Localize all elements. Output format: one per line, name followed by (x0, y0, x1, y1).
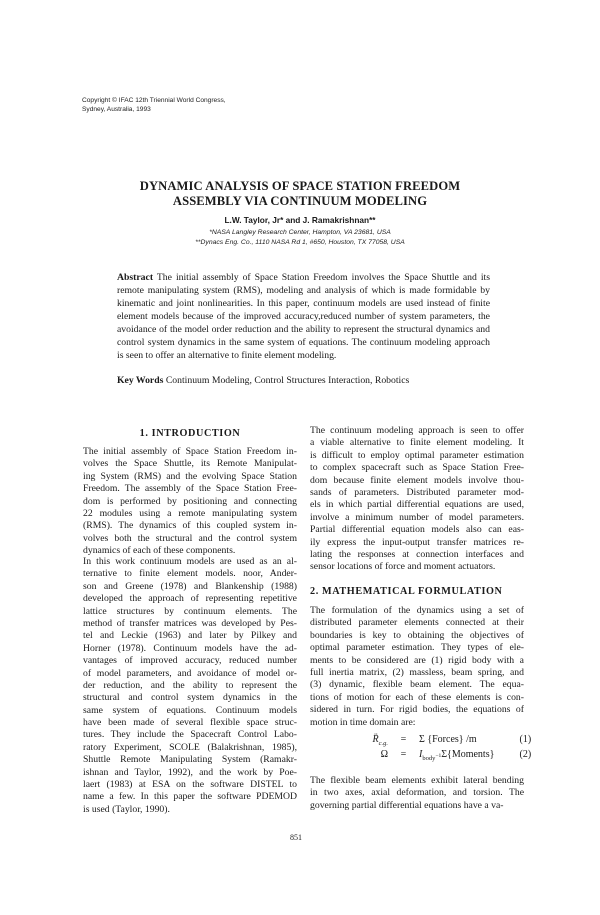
abstract-line (117, 297, 490, 310)
abstract-line-text: control system dynamics in the same system of equations. The continuum modeling approach (117, 337, 490, 348)
text-line: vantages of improved accuracy, reduced number (83, 655, 297, 667)
text-line: ishnan and Taylor, 1992), and the work by Poe- (83, 766, 297, 778)
text-line: optimal parameter estimation. They types of ele- (310, 642, 524, 654)
copyright-line: Copyright © IFAC 12th Triennial World Congress, (82, 97, 226, 104)
text-line: dom is performed by positioning and connecting (83, 495, 297, 507)
keywords-text: Continuum Modeling, Control Structures Interaction, Robotics (165, 375, 410, 386)
page-number: 851 (290, 833, 302, 842)
text-line: Freedom. The assembly of the Space Station Free- (83, 483, 297, 495)
text-line: dom because finite element models involve thou- (310, 474, 524, 486)
text-line: sands of parameters. Distributed parameter mod- (310, 486, 524, 498)
eq-lhs: R̈ (372, 734, 379, 745)
text-line: tions of motion for each of these elements is con- (310, 691, 524, 703)
text-line: method of transfer matrices was developed by Pes- (83, 617, 297, 629)
text-line: volves the Space Shuttle, its Remote Manipulat- (83, 458, 297, 470)
text-line: sidered in turn. For rigid bodies, the equations of (310, 704, 524, 716)
abstract-label: Abstract (117, 272, 154, 283)
text-line: of model parameters, and avoidance of model or- (83, 667, 297, 679)
text-line: ments to be considered are (1) rigid body with a (310, 654, 524, 666)
paper-title (0, 179, 600, 209)
text-line: The initial assembly of Space Station Freedom in- (83, 446, 297, 457)
eq-rhs-symbol: I (419, 749, 423, 760)
text-line: boundaries is key to obtaining the objectives of (310, 629, 524, 641)
text-line: els in which partial differential equations are used, (310, 499, 524, 511)
equation-1 (348, 734, 531, 747)
text-line: sensor locations of force and moment actuators. (310, 561, 496, 573)
text-line: to complex spacecraft such as Space Station Free- (310, 462, 524, 474)
text-line: Horner (1978). Continuum models have the ad- (83, 642, 297, 654)
text-line: same system of equations. Continuum models (83, 704, 297, 716)
text-line: have been made of several flexible space struc- (83, 717, 297, 729)
text-line: governing partial differential equations have a va- (310, 799, 504, 811)
text-line: son and Greene (1978) and Blankenship (1988) (83, 580, 297, 592)
eq-rhs: Σ{Moments} (441, 749, 495, 760)
abstract-line-text: avoidance of the model order reduction and the ability to represent the structural dynamics and (117, 324, 490, 335)
abstract-line (117, 323, 490, 336)
text-line: motion in time domain are: (310, 716, 416, 728)
text-line: laert (1983) at ESA on the software DISTEL to (83, 779, 297, 791)
text-line: tures. They include the Spacecraft Control Labo- (83, 729, 297, 741)
authors: L.W. Taylor, Jr* and J. Ramakrishnan** (224, 215, 376, 225)
text-line: der reduction, and the ability to represent the (83, 679, 297, 691)
abstract-line-text: is seen to offer an alternative to finite element modeling. (117, 350, 337, 361)
text-line: involve a minimum number of model parameters. (310, 511, 524, 523)
abstract-line-text: The initial assembly of Space Station Freedom involves the Space Shuttle and its (156, 272, 491, 283)
paragraph (310, 425, 524, 574)
text-line: The continuum modeling approach is seen to offer (310, 425, 524, 436)
copyright-notice (82, 97, 226, 114)
text-line: ing System (RMS) and the evolving Space Station (83, 470, 297, 482)
affiliation: **Dynacs Eng. Co., 1110 NASA Rd 1, #650, Houston, TX 77058, USA (195, 239, 405, 246)
text-line: The formulation of the dynamics using a set of (310, 605, 524, 616)
abstract-line (117, 349, 490, 362)
eq-rhs-sup: −1 (435, 752, 442, 759)
text-line: ratory Experiment, SCOLE (Balakrishnan, 1985), (83, 741, 297, 753)
text-line: (3) dynamic, flexible beam element. The equa- (310, 679, 524, 691)
eq-rel: = (400, 734, 407, 745)
paragraph (83, 556, 297, 816)
keywords-label: Key Words (117, 375, 164, 386)
section-heading: 2. MATHEMATICAL FORMULATION (310, 586, 503, 597)
eq-rhs-sub: body (422, 755, 436, 762)
equation-2 (348, 749, 531, 762)
text-line: name a few. In this paper the software PDEMOD (83, 791, 297, 803)
abstract-line-text: remote manipulating system (RMS), modeling and analysis of which is made formidable by (117, 285, 490, 296)
text-line: developed the approach of representing repetitive (83, 593, 297, 605)
text-line: full inertia matrix, (2) massless, beam spring, and (310, 666, 524, 678)
paragraph (310, 775, 524, 812)
eq-lhs-sub: c.g. (378, 740, 388, 747)
text-line: in two axes, axial deformation, and torsion. The (310, 787, 524, 799)
title-line: DYNAMIC ANALYSIS OF SPACE STATION FREEDOM (139, 179, 461, 193)
keywords (117, 375, 409, 386)
text-line: 22 modules using a remote manipulating system (83, 507, 297, 519)
abstract-line (117, 271, 490, 284)
affiliation: *NASA Langley Research Center, Hampton, VA 23681, USA (209, 229, 391, 236)
eq-rhs: Σ {Forces} /m (419, 734, 477, 745)
abstract-line (117, 336, 490, 349)
text-line: ternative to finite element models. noor, Ander- (83, 568, 297, 580)
text-line: The flexible beam elements exhibit lateral bending (310, 775, 524, 786)
text-line: a viable alternative to finite element modeling. It (310, 437, 524, 449)
copyright-line: Sydney, Australia, 1993 (82, 105, 151, 113)
text-line: distributed parameter elements connected at their (310, 617, 524, 629)
text-line: Partial differential equation models also can eas- (310, 524, 524, 536)
text-line: is used (Taylor, 1990). (83, 803, 170, 815)
text-line: lating the responses at connection interfaces and (310, 548, 524, 560)
text-line: is difficult to employ optimal parameter estimation (310, 449, 524, 461)
abstract-line-text: kinematic and joint nonlinearities. In this paper, continuum models are used instead of finite (117, 298, 490, 309)
paragraph (310, 605, 524, 729)
abstract-line (117, 284, 490, 297)
title-line: ASSEMBLY VIA CONTINUUM MODELING (172, 194, 428, 208)
text-line: tel and Leckie (1963) and later by Pilkey and (83, 630, 297, 642)
paragraph (83, 446, 297, 558)
section-heading: 1. INTRODUCTION (139, 428, 241, 439)
eq-rel: = (400, 749, 407, 760)
text-line: structural and control system dynamics in the (83, 692, 297, 704)
eq-lhs: Ω (380, 749, 388, 760)
text-line: ily express the input-output transfer matrices re- (310, 536, 524, 548)
abstract-line-text: element models because of the improved accuracy,reduced number of system parameters, the (117, 311, 490, 322)
abstract (117, 271, 490, 362)
abstract-line (117, 310, 490, 323)
eq-number: (2) (519, 749, 532, 760)
text-line: Shuttle Remote Manipulating System (Ramakr- (83, 754, 297, 766)
text-line: dynamics of each of these components. (83, 545, 236, 557)
text-line: In this work continuum models are used as an al- (83, 556, 297, 567)
text-line: (RMS). The dynamics of this coupled system in- (83, 520, 297, 532)
text-line: lattice structures by continuum elements. The (83, 605, 297, 617)
eq-number: (1) (519, 734, 532, 745)
text-line: volves both the structural and the control system (83, 532, 297, 544)
